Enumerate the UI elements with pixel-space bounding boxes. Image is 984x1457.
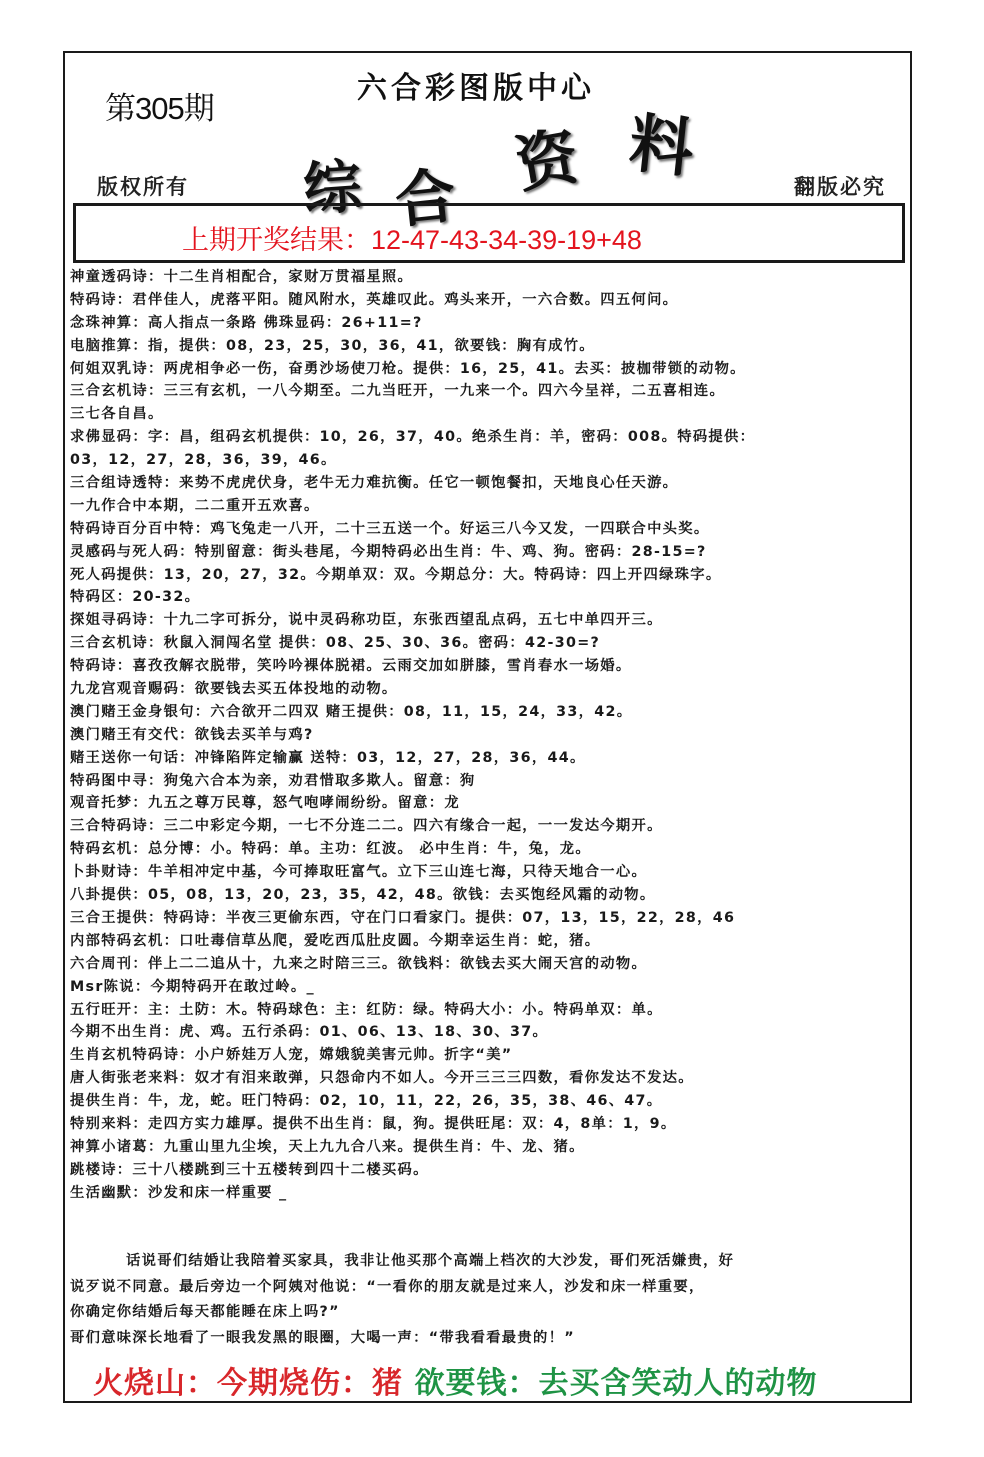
tip-line: 跳楼诗：三十八楼跳到三十五楼转到四十二楼买码。: [70, 1161, 429, 1178]
tip-line: 特码诗百分百中特：鸡飞兔走一八开，二十三五送一个。好运三八今又发，一四联合中头奖。: [70, 520, 710, 537]
story-line: 话说哥们结婚让我陪着买家具，我非让他买那个高端上档次的大沙发，哥们死活嫌贵，好: [126, 1253, 735, 1269]
main-title-char-1: 综: [301, 152, 364, 224]
tip-line: 特码图中寻：狗兔六合本为亲，劝君惜取多欺人。留意：狗: [70, 772, 476, 789]
tip-line: 特码玄机：总分博：小。特码：单。主功：红波。 必中生肖：牛，兔，龙。: [70, 841, 591, 858]
tip-line: 内部特码玄机：口吐毒信草丛爬，爱吃西瓜肚皮圆。今期幸运生肖：蛇，猪。: [70, 932, 601, 949]
tip-line: 灵感码与死人码：特别留意：街头巷尾，今期特码必出生肖：牛、鸡、狗。密码：28-15=?: [70, 543, 707, 560]
tip-line: 六合周刊：伴上二二追从十，九来之时陪三三。欲钱料：欲钱去买大闹天宫的动物。: [70, 955, 648, 972]
tip-line: 三合特码诗：三二中彩定今期，一七不分连二二。四六有缘合一起，一一发达今期开。: [70, 818, 663, 835]
tip-line: Msr陈说：今期特码开在敢过岭。_: [70, 978, 315, 995]
tip-line: 生活幽默：沙发和床一样重要 _: [70, 1184, 288, 1201]
tip-line: 念珠神算：高人指点一条路 佛珠显码：26+11=?: [70, 314, 423, 331]
tip-line: 神童透码诗：十二生肖相配合，家财万贯福星照。: [70, 269, 414, 285]
tip-line: 三七各自昌。: [70, 406, 164, 423]
tip-line: 卜卦财诗：牛羊相冲定中基，今可捧取旺富气。立下三山连七海，只待天地合一心。: [70, 864, 648, 881]
tip-line: 赌王送你一句话：冲锋陷阵定输赢 送特：03，12，27，28，36，44。: [70, 749, 586, 766]
last-result-box: [73, 203, 905, 263]
piracy-warning-label: 翻版必究: [794, 175, 886, 199]
tip-line: 特别来料：走四方实力雄厚。提供不出生肖：鼠，狗。提供旺尾：双：4，8单：1，9。: [70, 1115, 677, 1132]
tip-line: 三合王提供：特码诗：半夜三更偷东西，守在门口看家门。提供：07，13，15，22，28，46: [70, 909, 736, 926]
tips-list: [70, 266, 910, 1205]
tip-line: 电脑推算：指，提供：08，23，25，30，36，41，欲要钱：胸有成竹。: [70, 337, 595, 354]
tip-line: 今期不出生肖：虎、鸡。五行杀码：01、06、13、18、30、37。: [70, 1024, 549, 1041]
tip-line: 神算小诸葛：九重山里九尘埃，天上九九合八来。提供生肖：牛、龙、猪。: [70, 1138, 585, 1155]
tip-line: 澳门赌王有交代：欲钱去买羊与鸡?: [70, 726, 314, 743]
tip-line: 一九作合中本期，二二重开五欢喜。: [70, 497, 320, 514]
tip-line: 生肖玄机特码诗：小户娇娃万人宠，嫦娥貌美害元帅。折字“美”: [70, 1047, 513, 1064]
last-result-label: 上期开奖结果：: [182, 225, 371, 255]
tip-line: 唐人街张老来料：奴才有泪来敢弹，只怨命内不如人。今开三三三四数，看你发达不发达。: [70, 1070, 694, 1087]
tip-line: 求佛显码：字：昌，组码玄机提供：10，26，37，40。绝杀生肖：羊，密码：008。特码提供：: [70, 429, 756, 446]
humor-story: [70, 1249, 910, 1351]
tip-line: 观音托梦：九五之尊万民尊，怒气咆哮闹纷纷。留意：龙: [70, 795, 460, 812]
tip-line: 九龙宫观音赐码：欲要钱去买五体投地的动物。: [70, 681, 398, 698]
footer-green-text: 欲要钱：去买含笑动人的动物: [403, 1366, 818, 1401]
tip-line: 三合玄机诗：秋鼠入洞闯名堂 提供：08、25、30、36。密码：42-30=?: [70, 635, 601, 652]
main-title-char-4: 料: [625, 105, 698, 188]
last-result-numbers: 12-47-43-34-39-19+48: [371, 225, 642, 255]
story-line: 哥们意味深长地看了一眼我发黑的眼圈，大喝一声：“带我看看最贵的！”: [70, 1329, 575, 1346]
footer-red-text: 火烧山：今期烧伤：猪: [93, 1366, 403, 1401]
tip-line: 澳门赌王金身银句：六合欲开二四双 赌王提供：08，11，15，24，33，42。: [70, 703, 633, 720]
footer-banner: [93, 1358, 817, 1402]
publisher-title: 六合彩图版中心: [357, 71, 595, 106]
main-title-char-3: 资: [510, 119, 584, 202]
document-sheet: [63, 51, 912, 1403]
tip-line: 特码区：20-32。: [70, 589, 201, 606]
tip-line: 03，12，27，28，36，39，46。: [70, 452, 337, 469]
tip-line: 提供生肖：牛，龙，蛇。旺门特码：02，10，11，22，26，35，38、46、47。: [70, 1093, 663, 1110]
tip-line: 死人码提供：13，20，27，32。今期单双：双。今期总分：大。特码诗：四上开四绿珠字。: [70, 566, 722, 583]
tip-line: 三合组诗透特：来势不虎虎伏身，老牛无力难抗衡。任它一顿饱餐扣，天地良心任天游。: [70, 475, 679, 492]
copyright-label: 版权所有: [97, 175, 189, 199]
tip-line: 特码诗：喜孜孜解衣脱带，笑吟吟裸体脱裙。云雨交加如胼膝，雪肖春水一场婚。: [70, 658, 632, 675]
tip-line: 特码诗：君伴佳人，虎落平阳。随风附水，英雄叹此。鸡头来开，一六合数。四五何问。: [70, 291, 679, 308]
last-result-text: [182, 218, 642, 257]
tip-line: 探姐寻码诗：十九二字可拆分，说中灵码称功臣，东张西望乱点码，五七中单四开三。: [70, 612, 663, 629]
tip-line: 五行旺开：主：土防：木。特码球色：主：红防：绿。特码大小：小。特码单双：单。: [70, 1001, 663, 1018]
tip-line: 三合玄机诗：三三有玄机，一八今期至。二九当旺开，一九来一个。四六今呈祥，二五喜相连。: [70, 383, 726, 400]
story-line: 你确定你结婚后每天都能睡在床上吗?”: [70, 1304, 340, 1320]
issue-number: 第305期: [105, 91, 214, 126]
main-title-char-2: 合: [392, 161, 460, 237]
tip-line: 八卦提供：05，08，13，20，23，35，42，48。欲钱：去买饱经风霜的动物。: [70, 887, 656, 904]
tip-line: 何姐双乳诗：两虎相争必一伤，奋勇沙场使刀枪。提供：16，25，41。去买：披枷带锁的动物。: [70, 360, 746, 377]
story-line: 说歹说不同意。最后旁边一个阿姨对他说：“一看你的朋友就是过来人，沙发和床一样重要，: [70, 1278, 705, 1295]
